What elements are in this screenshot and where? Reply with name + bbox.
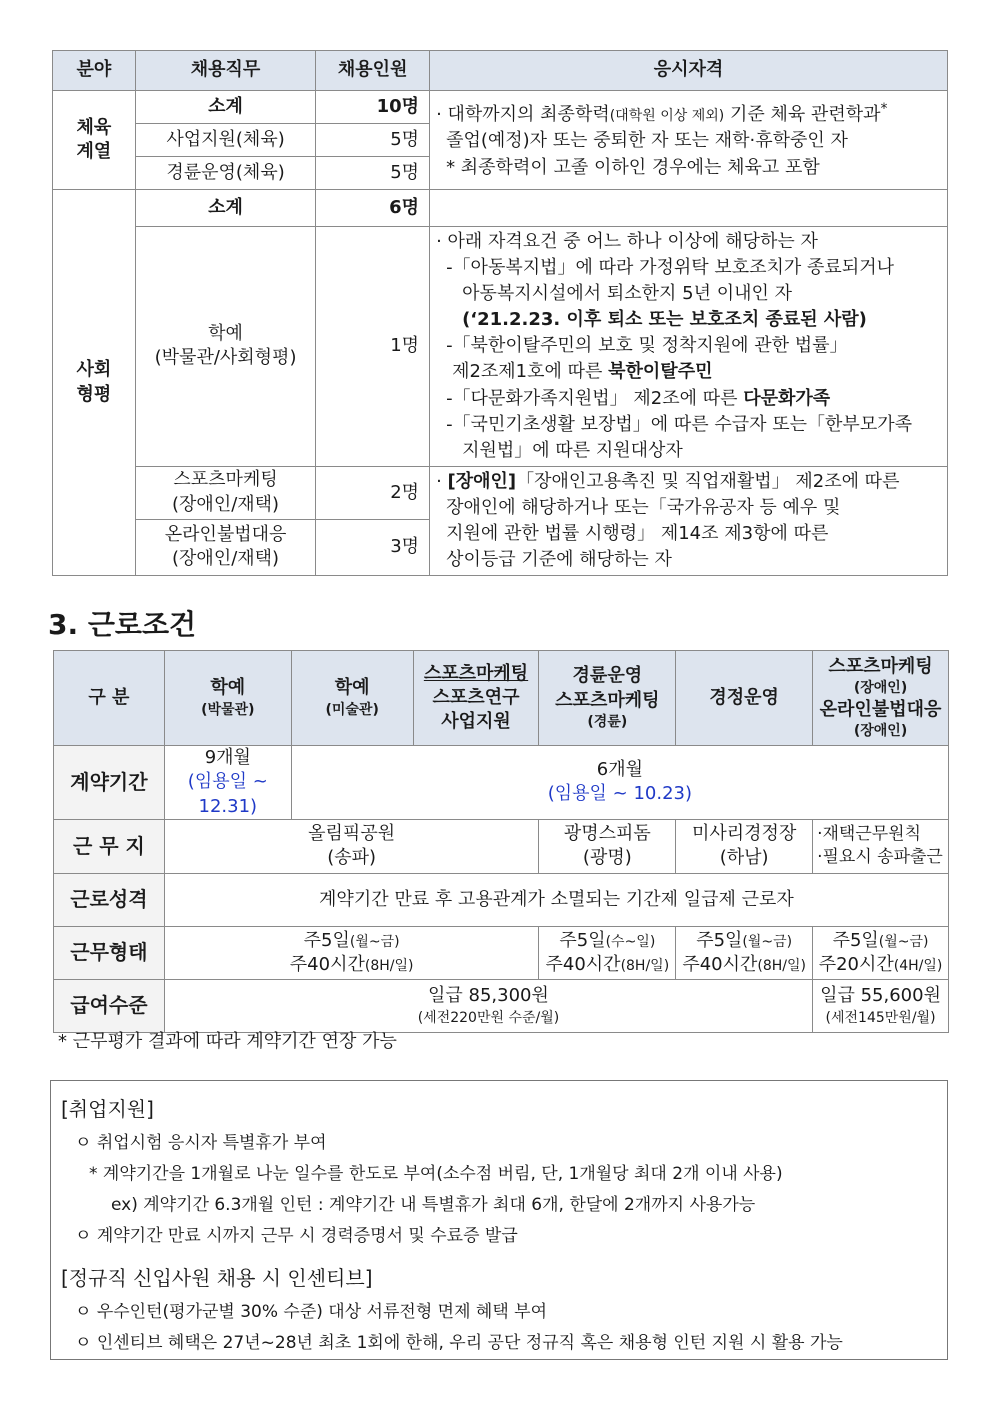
pay-a: 일급 85,300원 (세전220만원 수준/월) [164,979,812,1032]
qualification-table [52,50,948,576]
place-misari: 미사리경정장 (하남) [676,819,813,873]
extension-note: * 근무평가 결과에 따라 계약기간 연장 가능 [58,1031,397,1052]
row-label-pay: 급여수준 [54,979,165,1032]
field-social: 사회 형평 [53,190,136,576]
row-label-place: 근 무 지 [54,819,165,873]
count-cell: 5명 [316,157,430,190]
job-cell: 스포츠마케팅 (장애인/재택) [135,466,316,519]
list-item: ㅇ 우수인턴(평가군별 30% 수준) 대상 서류전형 면제 혜택 부여 [75,1302,547,1322]
contract-others: 6개월 (임용일 ~ 10.23) [291,746,948,820]
job-cell: 사업지원(체육) [135,124,316,157]
header-boat-racing: 경정운영 [676,651,813,746]
list-item: ㅇ 인센티브 혜택은 27년~28년 최초 1회에 한해, 우리 공단 정규직 혹은 채용형 인턴 지원 시 활용 가능 [75,1333,843,1353]
support-box [50,1080,948,1360]
count-cell: 2명 [316,466,430,519]
empty-cell [430,190,948,227]
header-sports-marketing: 스포츠마케팅 스포츠연구 사업지원 [413,651,539,746]
count-cell: 5명 [316,124,430,157]
list-item: * 계약기간을 1개월로 나눈 일수를 한도로 부여(소수점 버림, 단, 1개월당 최대 2개 이내 사용) [89,1164,783,1184]
box-heading-incentive: [정규직 신입사원 채용 시 인센티브] [61,1266,373,1290]
count-cell: 3명 [316,519,430,576]
box-heading-job-support: [취업지원] [61,1097,154,1121]
field-pe: 체육 계열 [53,91,136,190]
job-cell: 경륜운영(체육) [135,157,316,190]
row-label-worktype: 근무형태 [54,926,165,979]
social-qualification: · 아래 자격요건 중 어느 하나 이상에 해당하는 자 -「아동복지법」에 따라 가정위탁 보호조치가 종료되거나 아동복지시설에서 퇴소한지 5년 이내인 자 (‘21.2.23. 이후 퇴소 또는 보호조치 종료된 사람) -「북한이탈주민의 보호 및 정착지원에 관한 법률」 제2조제1호에 따른 북한이탈주민 -「다문화가족지원법」 제2조에 따른 다문화가족 -「국민기초생활 보장법」에 따른 수급자 또는「한부모가족 지원법」에 따른 지원대상자 [430,227,948,467]
job-cell: 온라인불법대응 (장애인/재택) [135,519,316,576]
pe-qualification: · 대학까지의 최종학력(대학원 이상 제외) 기준 체육 관련학과* 졸업(예정)자 또는 중퇴한 자 또는 재학·휴학중인 자 * 최종학력이 고졸 이하인 경우에는 체육고 포함 [430,91,948,190]
list-item: ㅇ 계약기간 만료 시까지 근무 시 경력증명서 및 수료증 발급 [75,1226,518,1246]
worktype-d: 주5일(월~금) 주20시간(4H/일) [813,926,949,979]
pe-subtotal-label: 소계 [135,91,316,124]
header-qualification: 응시자격 [430,51,948,91]
count-cell: 1명 [316,227,430,467]
worktype-a: 주5일(월~금) 주40시간(8H/일) [164,926,539,979]
header-disability: 스포츠마케팅 (장애인) 온라인불법대응 (장애인) [813,651,949,746]
header-art-museum: 학예 (미술관) [291,651,413,746]
row-label-contract: 계약기간 [54,746,165,820]
pe-subtotal-count: 10명 [316,91,430,124]
nature-text: 계약기간 만료 후 고용관계가 소멸되는 기간제 일급제 근로자 [164,873,948,926]
worktype-c: 주5일(월~금) 주40시간(8H/일) [676,926,813,979]
header-cycle-racing: 경륜운영 스포츠마케팅 (경륜) [539,651,676,746]
worktype-b: 주5일(수~일) 주40시간(8H/일) [539,926,676,979]
header-museum: 학예 (박물관) [164,651,291,746]
header-count: 채용인원 [316,51,430,91]
row-label-nature: 근로성격 [54,873,165,926]
place-gwangmyeong: 광명스피돔 (광명) [539,819,676,873]
header-category: 구 분 [54,651,165,746]
place-olympic-park: 올림픽공원 (송파) [164,819,539,873]
section-title: 3. 근로조건 [48,608,197,641]
place-remote: ·재택근무원칙 ·필요시 송파출근 [813,819,949,873]
header-field: 분야 [53,51,136,91]
contract-museum: 9개월 (임용일 ~ 12.31) [164,746,291,820]
working-conditions-table [53,650,949,1033]
disability-qualification: · [장애인]「장애인고용촉진 및 직업재활법」 제2조에 따른 장애인에 해당하거나 또는「국가유공자 등 예우 및 지원에 관한 법률 시행령」 제14조 제3항에 따른 상이등급 기준에 해당하는 자 [430,466,948,575]
list-item: ㅇ 취업시험 응시자 특별휴가 부여 [75,1133,327,1153]
pay-b: 일급 55,600원 (세전145만원/월) [813,979,949,1032]
social-subtotal-count: 6명 [316,190,430,227]
social-subtotal-label: 소계 [135,190,316,227]
list-item: ex) 계약기간 6.3개월 인턴 : 계약기간 내 특별휴가 최대 6개, 한달에 2개까지 사용가능 [111,1195,756,1215]
header-job: 채용직무 [135,51,316,91]
job-cell: 학예 (박물관/사회형평) [135,227,316,467]
